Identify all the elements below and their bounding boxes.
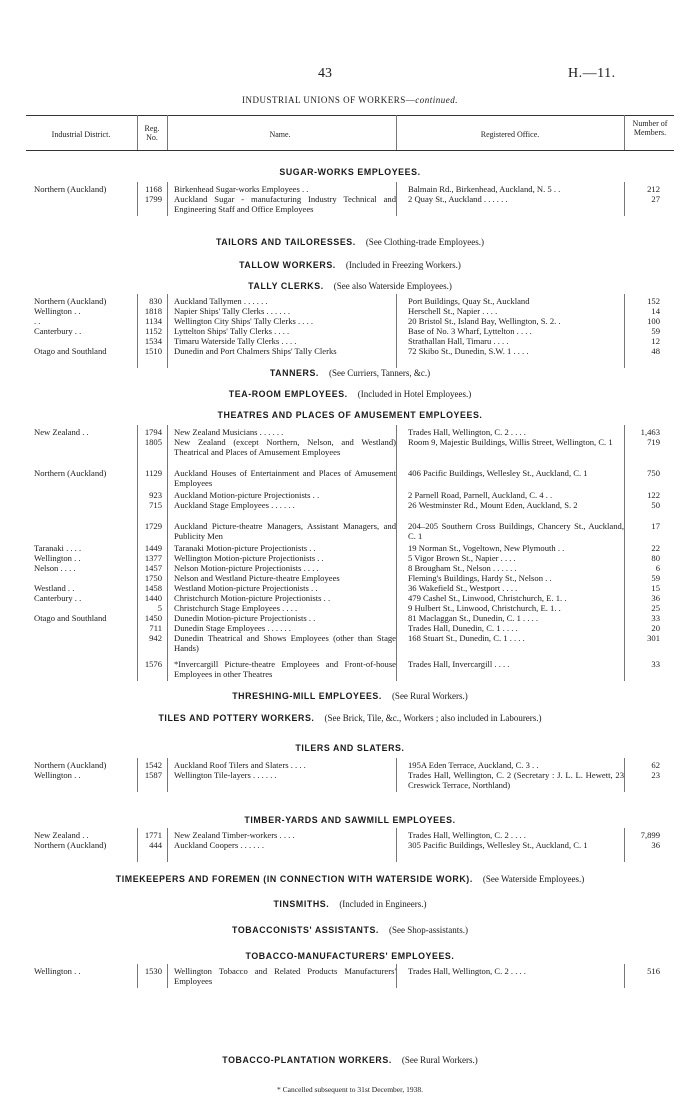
column-divider bbox=[396, 294, 397, 368]
members-count-cell: 23 bbox=[651, 770, 660, 780]
reg-number-cell: 1449 bbox=[144, 543, 162, 553]
section-note: (See Waterside Employees.) bbox=[482, 874, 585, 884]
column-divider bbox=[624, 758, 625, 792]
union-name-cell: Nelson Motion-picture Projectionists . . . . bbox=[174, 563, 319, 573]
union-name-cell: Taranaki Motion-picture Projectionists . . bbox=[174, 543, 316, 553]
members-count-cell: 15 bbox=[651, 583, 660, 593]
members-count-cell: 152 bbox=[647, 296, 660, 306]
district-cell: New Zealand . . bbox=[34, 427, 89, 437]
district-cell: Canterbury . . bbox=[34, 593, 82, 603]
column-divider bbox=[167, 758, 168, 792]
section-heading bbox=[20, 167, 680, 177]
section-heading bbox=[20, 389, 680, 399]
members-count-cell: 36 bbox=[651, 840, 660, 850]
section-heading bbox=[20, 815, 680, 825]
section-title: TILERS AND SLATERS. bbox=[295, 743, 405, 753]
reg-number-cell: 711 bbox=[149, 623, 162, 633]
district-cell: Northern (Auckland) bbox=[34, 468, 107, 478]
page-number: 43 bbox=[318, 66, 332, 81]
union-name-cell: Auckland Sugar - manufacturing Industry Technical and Engineering Staff and Office Employees bbox=[174, 194, 396, 214]
section-note: (See Curriers, Tanners, &c.) bbox=[328, 368, 431, 378]
union-name-cell: Christchurch Stage Employees . . . . bbox=[174, 603, 298, 613]
members-count-cell: 59 bbox=[651, 573, 660, 583]
section-title: TINSMITHS. bbox=[273, 899, 330, 909]
column-divider bbox=[167, 294, 168, 368]
reg-number-cell: 444 bbox=[149, 840, 162, 850]
col-header-district: Industrial District. bbox=[51, 130, 111, 139]
registered-office-cell: Trades Hall, Wellington, C. 2 . . . . bbox=[408, 427, 526, 437]
reg-number-cell: 1377 bbox=[144, 553, 162, 563]
section-title: THRESHING-MILL EMPLOYEES. bbox=[232, 691, 382, 701]
district-cell: Wellington . . bbox=[34, 770, 81, 780]
members-count-cell: 1,463 bbox=[640, 427, 660, 437]
reg-number-cell: 1134 bbox=[145, 316, 162, 326]
members-count-cell: 212 bbox=[647, 184, 660, 194]
union-name-cell: Wellington Motion-picture Projectionists . . bbox=[174, 553, 324, 563]
reg-number-cell: 830 bbox=[149, 296, 162, 306]
reg-number-cell: 1168 bbox=[145, 184, 162, 194]
section-note: (See Clothing-trade Employees.) bbox=[365, 237, 485, 247]
column-divider bbox=[396, 182, 397, 216]
registered-office-cell: 195A Eden Terrace, Auckland, C. 3 . . bbox=[408, 760, 539, 770]
section-heading bbox=[20, 237, 680, 247]
union-name-cell: Nelson and Westland Picture-theatre Employees bbox=[174, 573, 340, 583]
district-cell: Northern (Auckland) bbox=[34, 184, 107, 194]
section-title: TAILORS AND TAILORESSES. bbox=[215, 237, 356, 247]
reg-number-cell: 923 bbox=[149, 490, 162, 500]
reg-number-cell: 1542 bbox=[144, 760, 162, 770]
reg-number-cell: 1750 bbox=[144, 573, 162, 583]
section-note: (See Brick, Tile, &c., Workers ; also included in Labourers.) bbox=[324, 713, 542, 723]
header-divider bbox=[167, 115, 168, 150]
members-count-cell: 27 bbox=[651, 194, 660, 204]
reg-number-cell: 1534 bbox=[144, 336, 162, 346]
members-count-cell: 122 bbox=[647, 490, 660, 500]
header-divider bbox=[137, 115, 138, 150]
district-cell: Wellington . . bbox=[34, 553, 81, 563]
union-name-cell: New Zealand Timber-workers . . . . bbox=[174, 830, 295, 840]
union-name-cell: New Zealand Musicians . . . . . . bbox=[174, 427, 284, 437]
reg-number-cell: 1129 bbox=[145, 468, 162, 478]
registered-office-cell: 26 Westminster Rd., Mount Eden, Auckland, S. 2 bbox=[408, 500, 578, 510]
registered-office-cell: Room 9, Majestic Buildings, Willis Street, Wellington, C. 1 bbox=[408, 437, 613, 447]
section-heading bbox=[20, 368, 680, 378]
section-heading bbox=[20, 925, 680, 935]
union-name-cell: Dunedin Stage Employees . . . . . . bbox=[174, 623, 291, 633]
section-note: (Included in Freezing Workers.) bbox=[345, 260, 461, 270]
members-count-cell: 62 bbox=[651, 760, 660, 770]
registered-office-cell: 9 Hulbert St., Linwood, Christchurch, E. 1. . bbox=[408, 603, 561, 613]
union-name-cell: *Invercargill Picture-theatre Employees and Front-of-house Employees in other Theatres bbox=[174, 659, 396, 679]
union-name-cell: New Zealand (except Northern, Nelson, and Westland) Theatrical and Places of Amusement Employees bbox=[174, 437, 396, 457]
reg-number-cell: 1818 bbox=[144, 306, 162, 316]
members-count-cell: 301 bbox=[647, 633, 660, 643]
union-name-cell: Birkenhead Sugar-works Employees . . bbox=[174, 184, 309, 194]
section-title: SUGAR-WORKS EMPLOYEES. bbox=[279, 167, 421, 177]
section-heading bbox=[20, 899, 680, 909]
registered-office-cell: 479 Cashel St., Linwood, Christchurch, E. 1. . bbox=[408, 593, 567, 603]
members-count-cell: 14 bbox=[651, 306, 660, 316]
section-note: (See also Waterside Employees.) bbox=[333, 281, 452, 291]
reg-number-cell: 1794 bbox=[144, 427, 162, 437]
column-divider bbox=[624, 294, 625, 368]
col-header-name: Name. bbox=[269, 130, 291, 139]
district-cell: Canterbury . . bbox=[34, 326, 82, 336]
union-name-cell: Auckland Tallymen . . . . . . bbox=[174, 296, 268, 306]
members-count-cell: 719 bbox=[647, 437, 660, 447]
union-name-cell: Wellington Tobacco and Related Products Manufacturers' Employees bbox=[174, 966, 396, 986]
reg-number-cell: 1587 bbox=[144, 770, 162, 780]
registered-office-cell: 5 Vigor Brown St., Napier . . . . bbox=[408, 553, 516, 563]
reg-number-cell: 1799 bbox=[144, 194, 162, 204]
registered-office-cell: 81 Maclaggan St., Dunedin, C. 1 . . . . bbox=[408, 613, 539, 623]
union-name-cell: Auckland Coopers . . . . . . bbox=[174, 840, 264, 850]
col-header-office: Registered Office. bbox=[480, 130, 540, 139]
section-title: THEATRES AND PLACES OF AMUSEMENT EMPLOYEES. bbox=[217, 410, 483, 420]
union-name-cell: Timaru Waterside Tally Clerks . . . . bbox=[174, 336, 297, 346]
column-divider bbox=[624, 964, 625, 988]
members-count-cell: 7,899 bbox=[640, 830, 660, 840]
registered-office-cell: Trades Hall, Dunedin, C. 1 . . . . bbox=[408, 623, 518, 633]
registered-office-cell: 19 Norman St., Vogeltown, New Plymouth . . bbox=[408, 543, 565, 553]
column-divider bbox=[624, 828, 625, 862]
column-divider bbox=[396, 964, 397, 988]
district-cell: Westland . . bbox=[34, 583, 75, 593]
reg-number-cell: 1805 bbox=[144, 437, 162, 447]
district-cell: New Zealand . . bbox=[34, 830, 89, 840]
union-name-cell: Wellington City Ships' Tally Clerks . . . . bbox=[174, 316, 314, 326]
reg-number-cell: 1152 bbox=[145, 326, 162, 336]
registered-office-cell: Fleming's Buildings, Hardy St., Nelson . . bbox=[408, 573, 552, 583]
registered-office-cell: 2 Parnell Road, Parnell, Auckland, C. 4 . . bbox=[408, 490, 553, 500]
col-header-reg: Reg. No. bbox=[144, 124, 160, 142]
column-divider bbox=[396, 828, 397, 862]
registered-office-cell: 72 Skibo St., Dunedin, S.W. 1 . . . . bbox=[408, 346, 529, 356]
members-count-cell: 33 bbox=[651, 659, 660, 669]
section-heading bbox=[20, 874, 680, 884]
union-name-cell: Auckland Roof Tilers and Slaters . . . . bbox=[174, 760, 306, 770]
page-title bbox=[0, 95, 700, 105]
header-bottom-rule bbox=[26, 150, 674, 151]
reg-number-cell: 1530 bbox=[144, 966, 162, 976]
members-count-cell: 80 bbox=[651, 553, 660, 563]
reg-number-cell: 1458 bbox=[144, 583, 162, 593]
section-heading bbox=[20, 691, 680, 701]
registered-office-cell: 8 Brougham St., Nelson . . . . . . bbox=[408, 563, 517, 573]
union-name-cell: Auckland Motion-picture Projectionists . . bbox=[174, 490, 320, 500]
section-heading bbox=[20, 410, 680, 420]
header-divider bbox=[396, 115, 397, 150]
section-title: TOBACCONISTS' ASSISTANTS. bbox=[232, 925, 379, 935]
members-count-cell: 59 bbox=[651, 326, 660, 336]
union-name-cell: Dunedin Theatrical and Shows Employees (other than Stage Hands) bbox=[174, 633, 396, 653]
district-cell: Taranaki . . . . bbox=[34, 543, 82, 553]
section-heading bbox=[20, 713, 680, 723]
reg-number-cell: 1510 bbox=[144, 346, 162, 356]
column-divider bbox=[396, 758, 397, 792]
district-cell: Wellington . . bbox=[34, 306, 81, 316]
district-cell: Northern (Auckland) bbox=[34, 840, 107, 850]
column-divider bbox=[624, 425, 625, 681]
section-heading bbox=[20, 260, 680, 270]
section-title: TANNERS. bbox=[269, 368, 319, 378]
union-name-cell: Auckland Houses of Entertainment and Places of Amusement Employees bbox=[174, 468, 396, 488]
union-name-cell: Dunedin Motion-picture Projectionists . . bbox=[174, 613, 316, 623]
members-count-cell: 22 bbox=[651, 543, 660, 553]
reg-number-cell: 1729 bbox=[144, 521, 162, 531]
column-divider bbox=[167, 964, 168, 988]
registered-office-cell: Trades Hall, Wellington, C. 2 . . . . bbox=[408, 966, 526, 976]
registered-office-cell: 406 Pacific Buildings, Wellesley St., Auckland, C. 1 bbox=[408, 468, 588, 478]
district-cell: . . bbox=[34, 316, 41, 326]
members-count-cell: 6 bbox=[655, 563, 660, 573]
registered-office-cell: Strathallan Hall, Timaru . . . . bbox=[408, 336, 509, 346]
section-heading bbox=[20, 951, 680, 961]
title-suffix: continued. bbox=[415, 95, 458, 105]
column-divider bbox=[167, 828, 168, 862]
members-count-cell: 48 bbox=[651, 346, 660, 356]
column-divider bbox=[167, 425, 168, 681]
reg-number-cell: 5 bbox=[157, 603, 162, 613]
district-cell: Northern (Auckland) bbox=[34, 296, 107, 306]
registered-office-cell: 204–205 Southern Cross Buildings, Chancery St., Auckland, C. 1 bbox=[408, 521, 624, 541]
reg-number-cell: 1576 bbox=[144, 659, 162, 669]
header-divider bbox=[624, 115, 625, 150]
registered-office-cell: Port Buildings, Quay St., Auckland bbox=[408, 296, 530, 306]
section-note: (Included in Hotel Employees.) bbox=[357, 389, 472, 399]
registered-office-cell: 2 Quay St., Auckland . . . . . . bbox=[408, 194, 508, 204]
members-count-cell: 33 bbox=[651, 613, 660, 623]
members-count-cell: 750 bbox=[647, 468, 660, 478]
registered-office-cell: 36 Wakefield St., Westport . . . . bbox=[408, 583, 518, 593]
reg-number-cell: 1457 bbox=[144, 563, 162, 573]
district-cell: Otago and Southland bbox=[34, 613, 107, 623]
registered-office-cell: Trades Hall, Wellington, C. 2 (Secretary : J. L. L. Hewett, 23 Creswick Terrace, Northland) bbox=[408, 770, 624, 790]
members-count-cell: 100 bbox=[647, 316, 660, 326]
union-name-cell: Auckland Stage Employees . . . . . . bbox=[174, 500, 295, 510]
union-name-cell: Wellington Tile-layers . . . . . . bbox=[174, 770, 277, 780]
registered-office-cell: Trades Hall, Wellington, C. 2 . . . . bbox=[408, 830, 526, 840]
union-name-cell: Dunedin and Port Chalmers Ships' Tally Clerks bbox=[174, 346, 337, 356]
section-title: TALLY CLERKS. bbox=[248, 281, 324, 291]
section-title: TEA-ROOM EMPLOYEES. bbox=[228, 389, 348, 399]
members-count-cell: 516 bbox=[647, 966, 660, 976]
registered-office-cell: Herschell St., Napier . . . . bbox=[408, 306, 498, 316]
col-header-members: Number of Members. bbox=[632, 119, 668, 137]
registered-office-cell: 305 Pacific Buildings, Wellesley St., Auckland, C. 1 bbox=[408, 840, 588, 850]
reg-number-cell: 1450 bbox=[144, 613, 162, 623]
registered-office-cell: Base of No. 3 Wharf, Lyttelton . . . . bbox=[408, 326, 532, 336]
section-title: TOBACCO-PLANTATION WORKERS. bbox=[222, 1055, 392, 1065]
union-name-cell: Napier Ships' Tally Clerks . . . . . . bbox=[174, 306, 291, 316]
members-count-cell: 17 bbox=[651, 521, 660, 531]
district-cell: Wellington . . bbox=[34, 966, 81, 976]
registered-office-cell: Trades Hall, Invercargill . . . . bbox=[408, 659, 510, 669]
section-heading bbox=[20, 1055, 680, 1065]
members-count-cell: 36 bbox=[651, 593, 660, 603]
column-divider bbox=[167, 182, 168, 216]
section-note: (Included in Engineers.) bbox=[339, 899, 427, 909]
column-divider bbox=[624, 182, 625, 216]
section-title: TALLOW WORKERS. bbox=[239, 260, 336, 270]
reg-number-cell: 942 bbox=[149, 633, 162, 643]
reg-number-cell: 1771 bbox=[144, 830, 162, 840]
district-cell: Northern (Auckland) bbox=[34, 760, 107, 770]
title-text: INDUSTRIAL UNIONS OF WORKERS— bbox=[241, 95, 416, 105]
document-code: H.—11. bbox=[568, 66, 616, 81]
members-count-cell: 25 bbox=[651, 603, 660, 613]
section-title: TIMBER-YARDS AND SAWMILL EMPLOYEES. bbox=[244, 815, 456, 825]
section-title: TOBACCO-MANUFACTURERS' EMPLOYEES. bbox=[245, 951, 455, 961]
registered-office-cell: Balmain Rd., Birkenhead, Auckland, N. 5 . . bbox=[408, 184, 561, 194]
section-title: TIMEKEEPERS AND FOREMEN (IN CONNECTION WITH WATERSIDE WORK). bbox=[115, 874, 473, 884]
reg-number-cell: 715 bbox=[149, 500, 162, 510]
section-heading bbox=[20, 743, 680, 753]
union-name-cell: Westland Motion-picture Projectionists . . bbox=[174, 583, 318, 593]
registered-office-cell: 20 Bristol St., Island Bay, Wellington, S. 2. . bbox=[408, 316, 561, 326]
members-count-cell: 20 bbox=[651, 623, 660, 633]
footnote: * Cancelled subsequent to 31st December, 1938. bbox=[277, 1085, 423, 1094]
registered-office-cell: 168 Stuart St., Dunedin, C. 1 . . . . bbox=[408, 633, 525, 643]
district-cell: Otago and Southland bbox=[34, 346, 107, 356]
header-top-rule bbox=[26, 115, 674, 116]
reg-number-cell: 1440 bbox=[144, 593, 162, 603]
section-note: (See Rural Workers.) bbox=[401, 1055, 478, 1065]
members-count-cell: 50 bbox=[651, 500, 660, 510]
section-heading bbox=[20, 281, 680, 291]
column-divider bbox=[396, 425, 397, 681]
members-count-cell: 12 bbox=[651, 336, 660, 346]
union-name-cell: Christchurch Motion-picture Projectionists . . bbox=[174, 593, 331, 603]
section-title: TILES AND POTTERY WORKERS. bbox=[158, 713, 315, 723]
section-note: (See Shop-assistants.) bbox=[388, 925, 468, 935]
union-name-cell: Lyttelton Ships' Tally Clerks . . . . bbox=[174, 326, 290, 336]
union-name-cell: Auckland Picture-theatre Managers, Assistant Managers, and Publicity Men bbox=[174, 521, 396, 541]
section-note: (See Rural Workers.) bbox=[391, 691, 468, 701]
district-cell: Nelson . . . . bbox=[34, 563, 76, 573]
